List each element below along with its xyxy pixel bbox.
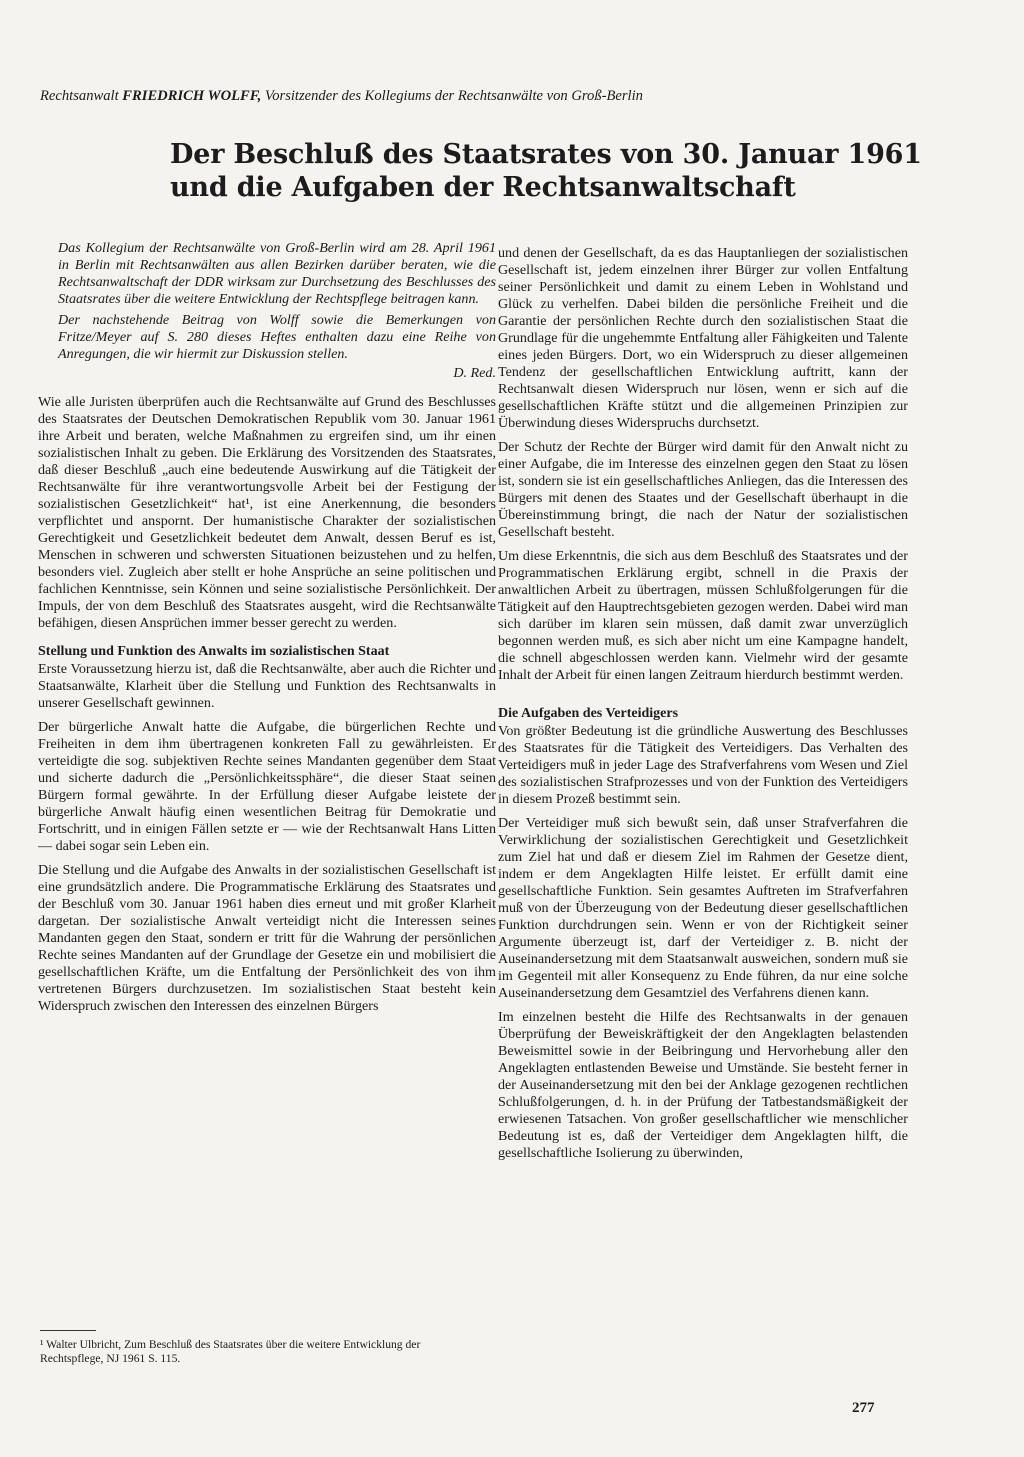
editorial-signature: D. Red.: [453, 365, 496, 381]
body-paragraph: Der Verteidiger muß sich bewußt sein, daß unser Strafverfahren die Verwirklichung der sozialistischen Gerechtigkeit und Gesetzlichkeit zum Ziel hat und daß er diesem Ziel im Rahmen der Gesetze dient, indem er dem Angeklagten Hilfe leistet. Er erfüllt damit eine gesellschaftliche Funktion. Sein gesamtes Auftreten im Strafverfahren muß von der Überzeugung von der Bedeutung dieser gesellschaftlichen Funktion durchdrungen sein. Wenn er von der Richtigkeit seiner Argumente überzeugt ist, darf der Verteidiger z. B. nicht der Auseinandersetzung mit dem Staatsanwalt ausweichen, sondern muß sie im Gegenteil mit aller Konsequenz zu Ende führen, da nur eine solche Auseinandersetzung dem Gesamtziel des Verfahrens dienen kann.: [498, 815, 908, 1001]
left-column: [38, 240, 496, 1015]
author-byline: [40, 88, 840, 105]
byline-suffix: Vorsitzender des Kollegiums der Rechtsanwälte von Groß-Berlin: [264, 88, 643, 104]
body-paragraph: Der Schutz der Rechte der Bürger wird damit für den Anwalt nicht zu einer Aufgabe, die im Interesse des einzelnen gegen den Staat zu lösen ist, sondern sie ist ein gesellschaftliches Anliegen, das die Interessen des Bürgers mit denen des Staates und der Gesellschaft überhaupt in die Übereinstimmung bringt, die nach der Natur der sozialistischen Gesellschaft besteht.: [498, 439, 908, 540]
intro-paragraph: Der nachstehende Beitrag von Wolff sowie die Bemerkungen von Fritze/Meyer auf S. 280 dieses Heftes enthalten dazu eine Reihe von Anregungen, die wir hiermit zur Diskussion stellen.: [58, 312, 496, 362]
section-heading: Stellung und Funktion des Anwalts im sozialistischen Staat: [38, 644, 390, 659]
body-paragraph: Wie alle Juristen überprüfen auch die Rechtsanwälte auf Grund des Beschlusses des Staatsrates der Deutschen Demokratischen Republik vom 30. Januar 1961 ihre Arbeit und beraten, welche Maßnahmen zu ergreifen sind, um ihr einen sozialistischen Inhalt zu geben. Die Erklärung des Vorsitzenden des Staatsrates, daß dieser Beschluß „auch eine bedeutende Auswirkung auf die Tätigkeit der Rechtsanwälte für ihre verantwortungsvolle Arbeit bei der Festigung der sozialistischen Gesetzlichkeit“ hat¹, ist eine Anerkennung, die besonders verpflichtet und anspornt. Der humanistische Charakter der sozialistischen Gerechtigkeit und Gesetzlichkeit bedeutet dem Anwalt, dessen Beruf es ist, Menschen in schweren und schwersten Situationen beizustehen und zu helfen, besonders viel. Zugleich aber stellt er hohe Ansprüche an seine politischen und fachlichen Kenntnisse, sein Können und seine sozialistische Persönlichkeit. Der Impuls, der von dem Beschluß des Staatsrates ausgeht, wird die Rechtsanwälte befähigen, diesen Ansprüchen immer besser gerecht zu werden.: [38, 394, 496, 631]
editorial-intro: [38, 240, 496, 382]
byline-prefix: Rechtsanwalt: [40, 88, 119, 104]
body-paragraph: Die Stellung und die Aufgabe des Anwalts in der sozialistischen Gesellschaft ist eine grundsätzlich andere. Die Programmatische Erklärung des Staatsrates und der Beschluß vom 30. Januar 1961 haben dies erneut und mit großer Klarheit dargetan. Der sozialistische Anwalt verteidigt nicht die Interessen seines Mandanten gegen den Staat, sondern er tritt für die Wahrung der persönlichen Rechte seines Mandanten auf der Grundlage der Gesetze ein und mobilisiert die gesellschaftlichen Kräfte, um die Entfaltung der Persönlichkeit des von ihm vertretenen Bürgers durchzusetzen. Im sozialistischen Staat besteht kein Widerspruch zwischen den Interessen des einzelnen Bürgers: [38, 862, 496, 1014]
body-paragraph: Erste Voraussetzung hierzu ist, daß die Rechtsanwälte, aber auch die Richter und Staatsanwälte, Klarheit über die Stellung und Funktion des Rechtsanwalts in unserer Gesellschaft gewinnen.: [38, 661, 496, 711]
page-number: 277: [852, 1400, 875, 1416]
body-paragraph: Der bürgerliche Anwalt hatte die Aufgabe, die bürgerlichen Rechte und Freiheiten in dem ihm übertragenen konkreten Fall zu gewährleisten. Er verteidigte die sog. subjektiven Rechte seines Mandanten gegenüber dem Staat und sicherte dadurch die „Persönlichkeitssphäre“, die dieser Staat seinen Bürgern formal gewährte. In der Erfüllung dieser Aufgabe leistete der bürgerliche Anwalt häufig einen wesentlichen Beitrag für Demokratie und Fortschritt, und in einigen Fällen setzte er — wie der Rechtsanwalt Hans Litten — dabei sogar sein Leben ein.: [38, 719, 496, 854]
right-column: [498, 245, 908, 1162]
article-title: [170, 138, 922, 204]
footnote-divider: [40, 1330, 96, 1331]
title-line-2: und die Aufgaben der Rechtsanwaltschaft: [170, 172, 796, 203]
section-heading: Die Aufgaben des Verteidigers: [498, 706, 679, 721]
body-paragraph: Von größter Bedeutung ist die gründliche Auswertung des Beschlusses des Staatsrates für die Tätigkeit des Verteidigers. Das Verhalten des Verteidigers muß in jeder Lage des Strafverfahrens vom Wesen und Ziel des sozialistischen Strafprozesses und von der Funktion des Verteidigers in diesem Prozeß bestimmt sein.: [498, 723, 908, 807]
title-line-1: Der Beschluß des Staatsrates von 30. Januar 1961: [170, 139, 922, 170]
footnote: ¹ Walter Ulbricht, Zum Beschluß des Staatsrates über die weitere Entwicklung der Rechtspflege, NJ 1961 S. 115.: [40, 1338, 421, 1365]
intro-paragraph: Das Kollegium der Rechtsanwälte von Groß-Berlin wird am 28. April 1961 in Berlin mit Rechtsanwälten aus allen Bezirken darüber beraten, wie die Rechtsanwaltschaft der DDR wirksam zur Durchsetzung des Beschlusses des Staatsrates über die weitere Entwicklung der Rechtspflege beitragen kann.: [58, 240, 496, 307]
body-paragraph: Im einzelnen besteht die Hilfe des Rechtsanwalts in der genauen Überprüfung der Beweiskräftigkeit der den Angeklagten belastenden Beweismittel sowie in der Beibringung und Hervorhebung aller den Angeklagten entlastenden Beweise und Umstände. Sie besteht ferner in der Auseinandersetzung mit den bei der Anklage gezogenen rechtlichen Schlußfolgerungen, d. h. in der Prüfung der Tatbestandsmäßigkeit der erwiesenen Tatsachen. Von großer gesellschaftlicher wie menschlicher Bedeutung ist es, daß der Verteidiger dem Angeklagten hilft, die gesellschaftliche Isolierung zu überwinden,: [498, 1009, 908, 1161]
body-paragraph: Um diese Erkenntnis, die sich aus dem Beschluß des Staatsrates und der Programmatischen Erklärung ergibt, schnell in die Praxis der anwaltlichen Arbeit zu übertragen, müssen Schlußfolgerungen für die Tätigkeit auf den Hauptrechtsgebieten gezogen werden. Dabei wird man sich darüber im klaren sein müssen, daß damit zwar unverzüglich begonnen werden muß, es sich aber nicht um eine Kampagne handelt, die schnell abgeschlossen werden kann. Vielmehr wird der gesamte Inhalt der Arbeit für einen langen Zeitraum hierdurch bestimmt werden.: [498, 548, 908, 683]
byline-author-name: FRIEDRICH WOLFF,: [122, 88, 262, 104]
body-paragraph: und denen der Gesellschaft, da es das Hauptanliegen der sozialistischen Gesellschaft ist, jedem einzelnen ihrer Bürger zur vollen Entfaltung seiner Persönlichkeit und damit zu einem Leben in Wohlstand und Glück zu verhelfen. Dabei bilden die persönliche Freiheit und die Garantie der persönlichen Rechte durch den sozialistischen Staat die Grundlage für die ungehemmte Entfaltung aller Fähigkeiten und Talente eines jeden Bürgers. Dort, wo ein Widerspruch zu dieser allgemeinen Tendenz der gesellschaftlichen Entwicklung auftritt, kann der Rechtsanwalt diesen Widerspruch nur lösen, wenn er sich auf die gesellschaftlichen Kräfte stützt und die allgemeinen Prinzipien zur Überwindung dieses Widerspruchs durchsetzt.: [498, 245, 908, 431]
left-body: [38, 394, 496, 1015]
